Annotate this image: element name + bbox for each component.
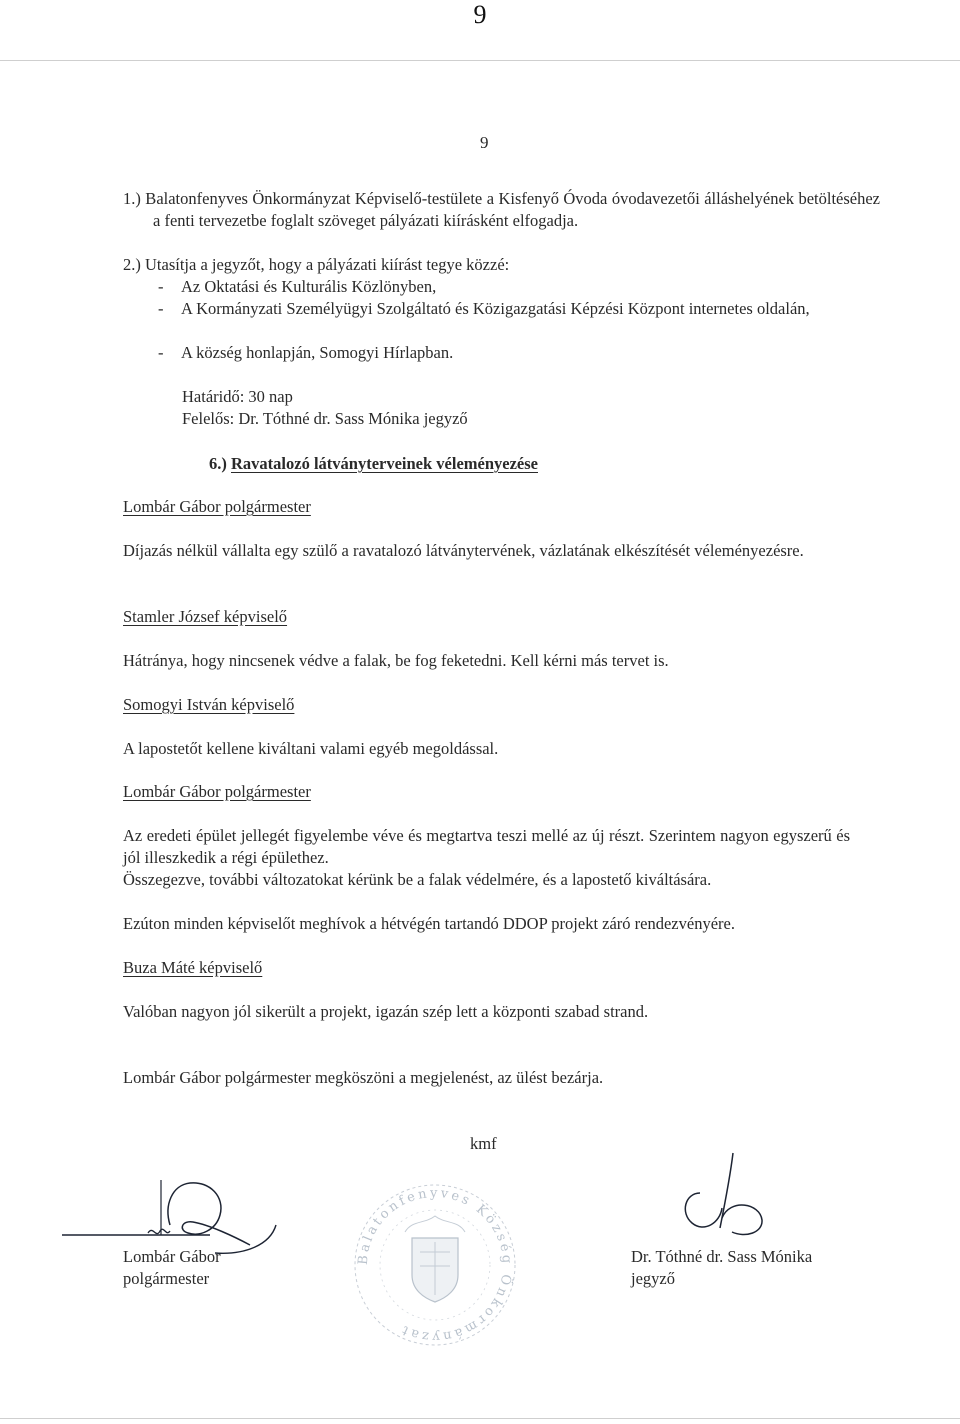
closing-statement: Lombár Gábor polgármester megköszöni a megjelenést, az ülést bezárja. xyxy=(123,1068,604,1087)
speech-paragraph: Összegezve, további változatokat kérünk be a falak védelmére, és a lapostető kiváltására. xyxy=(123,870,712,889)
speaker-name: Stamler József képviselő xyxy=(123,607,288,626)
section-heading xyxy=(209,453,538,475)
seal-text: Balatonfenyves Község Önkormányzat xyxy=(355,1185,515,1345)
bullet-text: Az Oktatási és Kulturális Közlönyben, xyxy=(181,277,437,296)
speaker-name: Somogyi István képviselő xyxy=(123,695,295,714)
responsible-person: Felelős: Dr. Tóthné dr. Sass Mónika jegyző xyxy=(182,409,468,428)
speech-paragraph: Valóban nagyon jól sikerült a projekt, igazán szép lett a központi szabad strand. xyxy=(123,1002,649,1021)
page-bottom-divider xyxy=(0,1418,960,1419)
signature-name-right: Dr. Tóthné dr. Sass Mónika xyxy=(631,1247,813,1266)
signature-title-right: jegyző xyxy=(631,1269,675,1288)
document-page-number: 9 xyxy=(480,133,489,152)
deadline: Határidő: 30 nap xyxy=(182,387,293,406)
section-number: 6.) xyxy=(209,454,227,473)
speech-paragraph: A lapostetőt kellene kiváltani valami egyéb megoldással. xyxy=(123,739,499,758)
kmf-label: kmf xyxy=(470,1134,497,1153)
top-page-number: 9 xyxy=(473,0,487,29)
signature-title-left: polgármester xyxy=(123,1269,210,1288)
speaker-name: Lombár Gábor polgármester xyxy=(123,497,311,516)
resolution-item-1: 1.) Balatonfenyves Önkormányzat Képviselő-testülete a Kisfenyő Óvoda óvodavezetői álláshelyének betöltéséhez a fenti tervezetbe foglalt szöveget pályázati kiírásként elfogadja. xyxy=(123,189,880,230)
speaker-name: Lombár Gábor polgármester xyxy=(123,782,311,801)
bullet-item: - Az Oktatási és Kulturális Közlönyben, xyxy=(158,277,437,296)
speech-paragraph: Díjazás nélkül vállalta egy szülő a ravatalozó látványtervének, vázlatának elkészítését véleményezésre. xyxy=(123,541,804,560)
signature-name-left: Lombár Gábor xyxy=(123,1247,221,1266)
notary-signature xyxy=(670,1148,780,1258)
speech-paragraph: Az eredeti épület jellegét figyelembe véve és megtartva teszi mellé az új részt. Szerintem nagyon egyszerű és jól illeszkedik a régi épülethez. xyxy=(123,826,850,867)
resolution-item-2: 2.) Utasítja a jegyzőt, hogy a pályázati kiírást tegye közzé: xyxy=(123,255,510,274)
official-seal xyxy=(350,1180,520,1350)
bullet-text: A község honlapján, Somogyi Hírlapban. xyxy=(181,343,454,362)
page-divider xyxy=(0,60,960,61)
speech-paragraph: Hátránya, hogy nincsenek védve a falak, be fog feketedni. Kell kérni más tervet is. xyxy=(123,651,669,670)
bullet-text: A Kormányzati Személyügyi Szolgáltató és Közigazgatási Képzési Központ internetes oldalán, xyxy=(181,299,810,318)
section-title: Ravatalozó látványterveinek véleményezése xyxy=(231,454,538,473)
bullet-item: - A község honlapján, Somogyi Hírlapban. xyxy=(158,343,454,362)
speech-paragraph: Ezúton minden képviselőt meghívok a hétvégén tartandó DDOP projekt záró rendezvényére. xyxy=(123,914,735,933)
speaker-name: Buza Máté képviselő xyxy=(123,958,263,977)
bullet-item: - A Kormányzati Személyügyi Szolgáltató és Közigazgatási Képzési Központ internetes oldalán, xyxy=(158,299,810,318)
